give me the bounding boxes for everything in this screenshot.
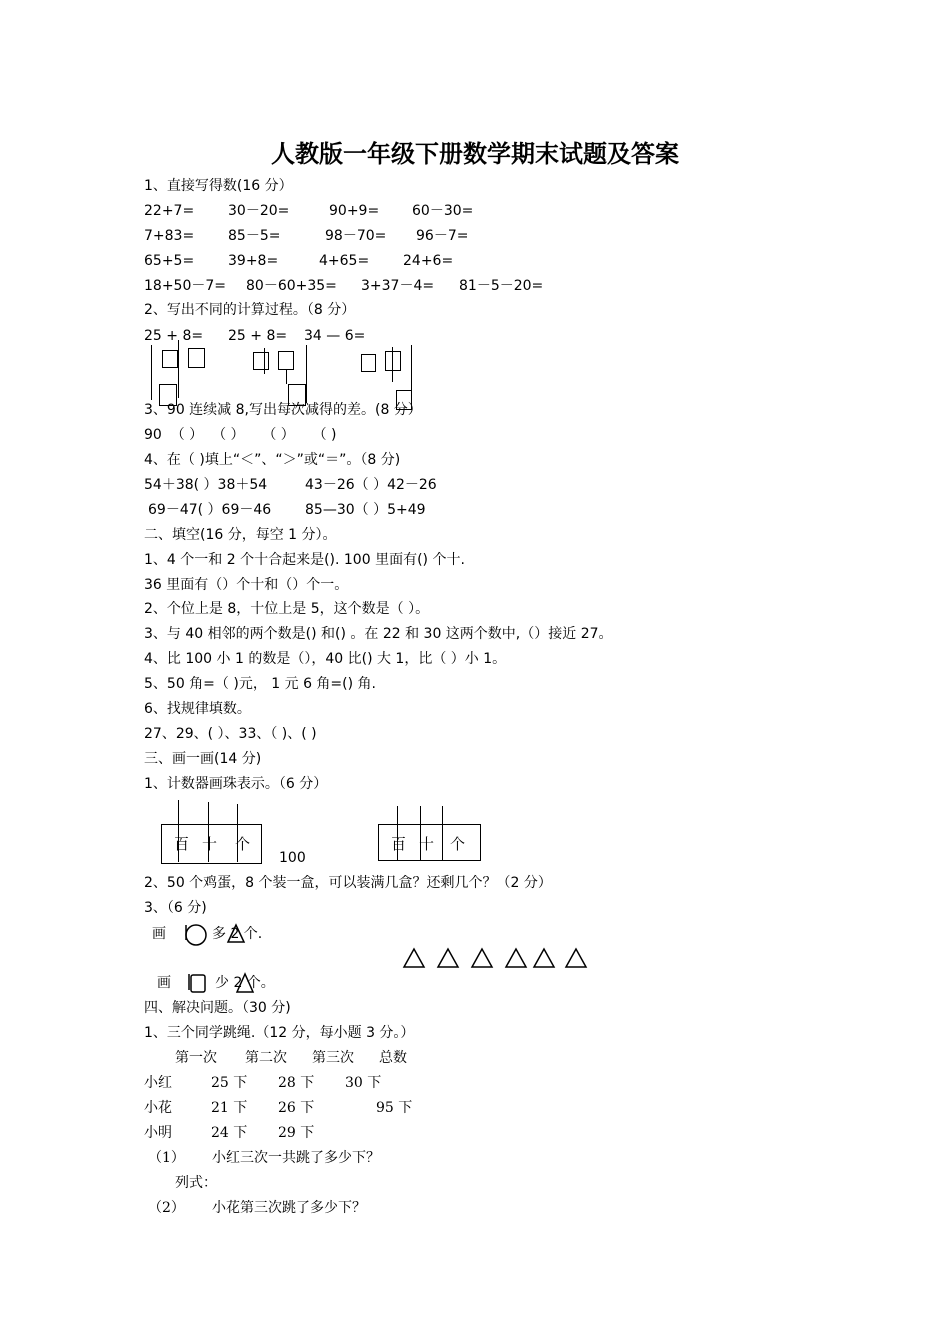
abacus-value: 100 bbox=[279, 850, 306, 866]
calc-process-expr: 34 — 6= bbox=[304, 328, 366, 344]
page-title: 人教版一年级下册数学期末试题及答案 bbox=[271, 139, 679, 168]
table-row-name: 小红 bbox=[144, 1075, 172, 1091]
compare-item: 43－26（ ）42－26 bbox=[305, 477, 437, 493]
table-header: 第二次 bbox=[245, 1050, 287, 1066]
table-cell: 24 下 bbox=[211, 1125, 248, 1141]
compare-item: 85—30（ ）5+49 bbox=[305, 502, 426, 518]
calc-item: 30－20= bbox=[228, 203, 290, 219]
sub-question: 小花第三次跳了多少下？ bbox=[212, 1200, 366, 1216]
calc-process-expr: 25 + 8= bbox=[144, 328, 204, 344]
calc-item: 24+6= bbox=[403, 253, 454, 269]
draw-prompt-2: 画 bbox=[157, 975, 171, 991]
calc-item: 22+7= bbox=[144, 203, 195, 219]
eggs-question: 2、50 个鸡蛋，8 个装一盒，可以装满几盒？还剩几个？（2 分） bbox=[144, 875, 552, 891]
calc-item: 96－7= bbox=[416, 228, 469, 244]
fill-line: 4、比 100 小 1 的数是（），40 比() 大 1，比（ ）小 1。 bbox=[144, 651, 507, 667]
fill-line: 3、与 40 相邻的两个数是() 和() 。在 22 和 30 这两个数中,（）接近 27。 bbox=[144, 626, 613, 642]
section-4-heading: 四、解决问题。（30 分) bbox=[144, 1000, 291, 1016]
q4-heading: 4、在（ )填上“＜”、“＞”或“＝”。（8 分) bbox=[144, 452, 401, 468]
calc-item: 85－5= bbox=[228, 228, 281, 244]
sub-question-number: （1） bbox=[148, 1150, 185, 1166]
table-header: 第三次 bbox=[312, 1050, 354, 1066]
abacus-question: 1、计数器画珠表示。（6 分） bbox=[144, 776, 328, 792]
calc-item: 81－5－20= bbox=[459, 278, 544, 294]
calc-item: 18+50－7= bbox=[144, 278, 226, 294]
calc-item: 39+8= bbox=[228, 253, 279, 269]
draw-text-2: 少 2 个。 bbox=[215, 975, 275, 991]
fill-line: 36 里面有（）个十和（）个一。 bbox=[144, 577, 349, 593]
abacus-label-hundreds: 百 bbox=[174, 835, 190, 853]
table-cell: 95 下 bbox=[376, 1100, 413, 1116]
formula-label: 列式： bbox=[175, 1175, 217, 1191]
calc-item: 98－70= bbox=[325, 228, 387, 244]
abacus-label-ones: 个 bbox=[450, 835, 466, 853]
triangle-row bbox=[400, 946, 590, 970]
abacus-label-tens: 十 bbox=[419, 835, 435, 853]
answer-box[interactable] bbox=[361, 354, 376, 372]
answer-box[interactable] bbox=[385, 351, 401, 371]
calc-item: 80－60+35= bbox=[246, 278, 337, 294]
sub-question: 小红三次一共跳了多少下？ bbox=[212, 1150, 380, 1166]
calc-item: 7+83= bbox=[144, 228, 195, 244]
answer-box[interactable] bbox=[162, 350, 178, 368]
sub-question-number: （2） bbox=[148, 1200, 185, 1216]
draw-prompt-1: 画 bbox=[152, 926, 166, 942]
calc-item: 60－30= bbox=[412, 203, 474, 219]
answer-box[interactable] bbox=[188, 348, 205, 368]
table-cell: 29 下 bbox=[278, 1125, 315, 1141]
abacus-label-ones: 个 bbox=[235, 835, 251, 853]
calc-item: 4+65= bbox=[319, 253, 370, 269]
calc-item: 3+37－4= bbox=[361, 278, 435, 294]
calc-item: 65+5= bbox=[144, 253, 195, 269]
table-header: 第一次 bbox=[175, 1050, 217, 1066]
fill-line: 2、个位上是 8，十位上是 5，这个数是（ ）。 bbox=[144, 601, 430, 617]
rope-question: 1、三个同学跳绳.（12 分，每小题 3 分。） bbox=[144, 1025, 415, 1041]
compare-item: 69－47( ）69－46 bbox=[148, 502, 272, 518]
q3-answer-line: 90 （ ） （ ） （ ） （ ) bbox=[144, 427, 337, 443]
abacus-label-hundreds: 百 bbox=[391, 835, 407, 853]
answer-box[interactable] bbox=[253, 352, 269, 370]
q3-heading: 3、90 连续减 8,写出每次减得的差。(8 分） bbox=[144, 402, 422, 418]
calc-item: 90+9= bbox=[329, 203, 380, 219]
q2-heading: 2、写出不同的计算过程。（8 分） bbox=[144, 302, 356, 318]
draw-question: 3、（6 分) bbox=[144, 900, 207, 916]
table-cell: 30 下 bbox=[345, 1075, 382, 1091]
compare-item: 54＋38( ）38＋54 bbox=[144, 477, 268, 493]
draw-text-1: 多 2 个. bbox=[212, 926, 263, 942]
table-cell: 26 下 bbox=[278, 1100, 315, 1116]
fill-line: 1、4 个一和 2 个十合起来是(). 100 里面有() 个十. bbox=[144, 552, 465, 568]
abacus-label-tens: 十 bbox=[202, 835, 218, 853]
fill-line: 6、找规律填数。 bbox=[144, 701, 251, 717]
table-cell: 28 下 bbox=[278, 1075, 315, 1091]
answer-box[interactable] bbox=[278, 351, 294, 370]
section-3-heading: 三、画一画(14 分) bbox=[144, 751, 262, 767]
fill-line: 27、29、( ）、33、（ )、( ) bbox=[144, 726, 317, 742]
table-row-name: 小花 bbox=[144, 1100, 172, 1116]
table-cell: 21 下 bbox=[211, 1100, 248, 1116]
table-cell: 25 下 bbox=[211, 1075, 248, 1091]
section-2-heading: 二、填空(16 分，每空 1 分）。 bbox=[144, 527, 337, 543]
table-row-name: 小明 bbox=[144, 1125, 172, 1141]
fill-line: 5、50 角=（ )元， 1 元 6 角=() 角. bbox=[144, 676, 376, 692]
table-header: 总数 bbox=[379, 1050, 407, 1066]
calc-process-expr: 25 + 8= bbox=[228, 328, 288, 344]
q1-heading: 1、直接写得数(16 分） bbox=[144, 178, 293, 194]
